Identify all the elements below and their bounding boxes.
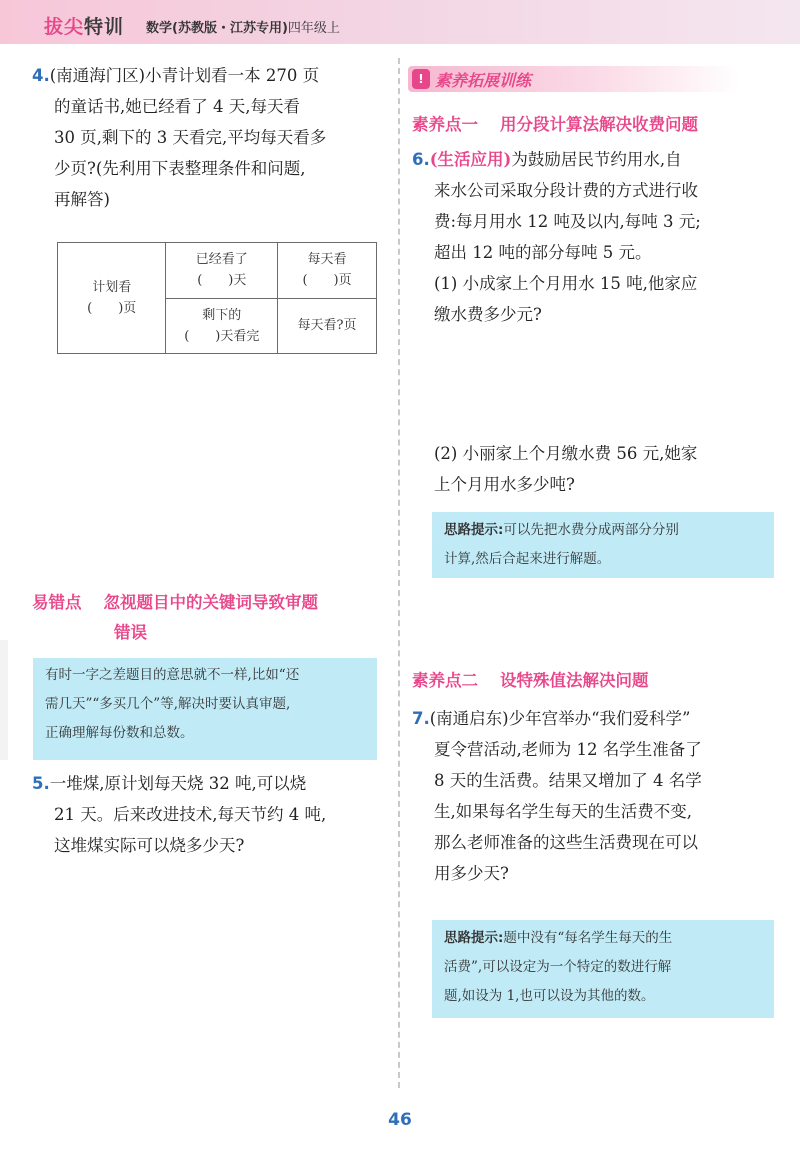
plan-blank[interactable]: ( )页	[87, 301, 137, 316]
hint-6-box	[432, 512, 774, 578]
question-6-sub1-line-1: (1) 小成家上个月用水 15 吨,他家应	[434, 274, 698, 293]
hint-7-text-3: 题,如设为 1,也可以设为其他的数。	[444, 988, 655, 1004]
question-6-text-3: 费:每月用水 12 吨及以内,每吨 3 元;	[434, 212, 701, 231]
question-6-tag: (生活应用)	[429, 150, 512, 169]
daily-blank[interactable]: ( )页	[302, 273, 352, 289]
error-section-label: 易错点	[32, 593, 82, 612]
column-divider	[398, 58, 400, 1088]
question-5-line-1	[32, 768, 392, 799]
section-banner	[408, 66, 740, 92]
section-2-label: 素养点二	[412, 671, 478, 690]
brand-part1: 拔尖	[44, 16, 85, 38]
error-hint-line-3: 正确理解每份数和总数。	[45, 725, 194, 741]
table-cell-plan	[58, 243, 166, 354]
hint-7-label: 思路提示:	[444, 930, 504, 946]
daily-label: 每天看	[307, 252, 347, 268]
question-4-text-4: 少页?(先利用下表整理条件和问题,	[54, 159, 306, 178]
question-4	[32, 60, 392, 215]
question-7	[412, 703, 792, 889]
question-4-text-1: (南通海门区)小青计划看一本 270 页	[49, 66, 320, 85]
question-4-text-2: 的童话书,她已经看了 4 天,每天看	[54, 97, 300, 116]
question-6-text-2: 来水公司采取分段计费的方式进行收	[434, 181, 698, 200]
question-7-text-1: (南通启东)少年宫举办“我们爱科学”	[429, 709, 691, 728]
question-5-text-3: 这堆煤实际可以烧多少天?	[54, 836, 245, 855]
hint-7-line-1	[444, 924, 762, 953]
hint-6-text-1: 可以先把水费分成两部分分别	[503, 522, 679, 538]
question-4-text-5: 再解答)	[54, 190, 110, 209]
question-6-sub2-line-1: (2) 小丽家上个月缴水费 56 元,她家	[434, 444, 698, 463]
brand-part2: 特训	[84, 16, 125, 38]
section-1-label: 素养点一	[412, 115, 478, 134]
error-hint-line-1: 有时一字之差题目的意思就不一样,比如“还	[45, 667, 300, 683]
subject-label	[146, 17, 340, 36]
section-2-title: 设特殊值法解决问题	[500, 671, 649, 690]
hint-7-box	[432, 920, 774, 1018]
section-1-heading	[412, 110, 792, 140]
question-6	[412, 144, 792, 330]
page-header	[0, 0, 800, 44]
question-6-part-2	[412, 438, 792, 500]
hint-6-line-1	[444, 516, 762, 545]
question-7-line-1	[412, 703, 792, 734]
plan-label: 计划看	[92, 280, 132, 295]
question-7-text-6: 用多少天?	[434, 864, 509, 883]
question-6-line-1	[412, 144, 792, 175]
question-7-text-3: 8 天的生活费。结果又增加了 4 名学	[434, 771, 702, 790]
question-5-text-1: 一堆煤,原计划每天烧 32 吨,可以烧	[49, 774, 307, 793]
table-cell-question	[278, 298, 377, 354]
question-5-number: 5.	[32, 774, 50, 793]
question-6-number: 6.	[412, 150, 430, 169]
question-5-text-2: 21 天。后来改进技术,每天节约 4 吨,	[54, 805, 327, 824]
question-4-text-3: 30 页,剩下的 3 天看完,平均每天看多	[54, 128, 327, 147]
error-heading-line-1	[32, 588, 398, 618]
error-section-title-2: 错误	[114, 623, 147, 642]
brand-logo	[44, 12, 124, 39]
question-7-number: 7.	[412, 709, 430, 728]
question-4-number: 4.	[32, 66, 50, 85]
hint-6-label: 思路提示:	[444, 522, 504, 538]
question-label: 每天看?页	[297, 318, 357, 334]
error-section-title-1: 忽视题目中的关键词导致审题	[103, 593, 318, 612]
hint-7-text-2: 活费”,可以设定为一个特定的数进行解	[444, 959, 672, 975]
flag-icon: !	[412, 69, 430, 89]
error-section-heading	[32, 588, 398, 648]
page-edge-mark	[0, 640, 8, 760]
error-hint-box	[33, 658, 377, 760]
subject-name: 数学(苏教版・江苏专用)	[146, 21, 288, 36]
table-cell-daily	[278, 243, 377, 299]
question-7-text-2: 夏令营活动,老师为 12 名学生准备了	[434, 740, 702, 759]
question-5	[32, 768, 392, 861]
section-2-heading	[412, 666, 792, 696]
question-7-text-5: 那么老师准备的这些生活费现在可以	[434, 833, 698, 852]
condition-table	[57, 242, 377, 354]
read-label: 已经看了	[195, 252, 248, 268]
grade-label: 四年级上	[287, 21, 340, 36]
page-number: 46	[388, 1110, 412, 1130]
hint-7-text-1: 题中没有“每名学生每天的生	[503, 930, 673, 946]
read-blank[interactable]: ( )天	[197, 273, 247, 289]
rest-label: 剩下的	[202, 307, 242, 323]
question-6-text-4: 超出 12 吨的部分每吨 5 元。	[434, 243, 652, 262]
question-7-text-4: 生,如果每名学生每天的生活费不变,	[434, 802, 692, 821]
banner-title: 素养拓展训练	[435, 71, 532, 90]
table-cell-read	[166, 243, 278, 299]
table-cell-rest	[166, 298, 278, 354]
rest-blank[interactable]: ( )天看完	[184, 328, 260, 344]
error-hint-line-2: 需几天”“多买几个”等,解决时要认真审题,	[45, 696, 291, 712]
section-1-title: 用分段计算法解决收费问题	[500, 115, 698, 134]
question-6-sub1-line-2: 缴水费多少元?	[434, 305, 542, 324]
hint-6-text-2: 计算,然后合起来进行解题。	[444, 551, 611, 567]
question-6-sub2-line-2: 上个月用水多少吨?	[434, 475, 575, 494]
question-6-text-1: 为鼓励居民节约用水,自	[511, 150, 682, 169]
question-4-line-1	[32, 60, 392, 91]
